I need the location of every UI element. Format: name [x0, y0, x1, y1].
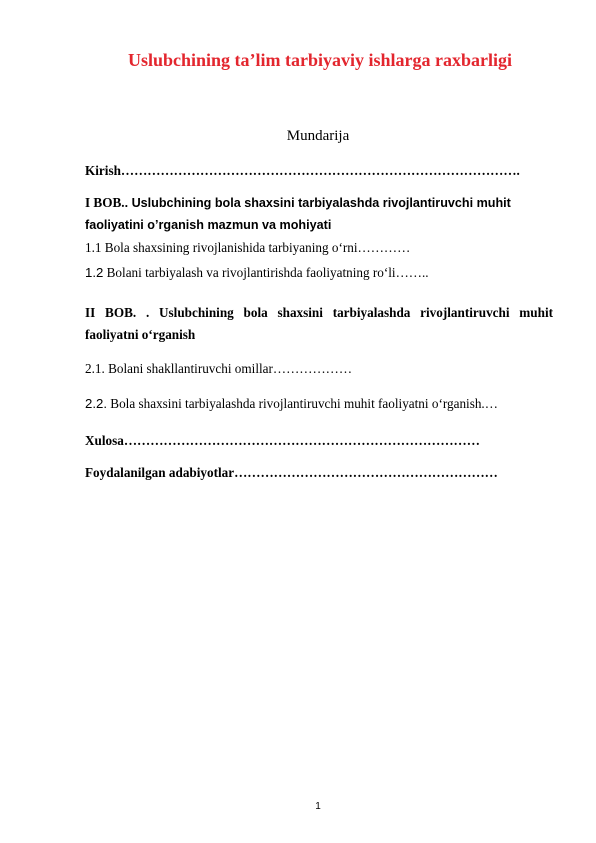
- toc-entry-2-2-text: Bola shaxsini tarbiyalashda rivojlantiruvchi muhit faoliyatni o‘rganish.…: [107, 396, 498, 411]
- toc-entry-1-1[interactable]: 1.1 Bola shaxsining rivojlanishida tarbiyaning o‘rni…………: [85, 240, 411, 255]
- toc-entry-bob1-prefix: I BOB.: [85, 195, 125, 210]
- toc-entry-bob2[interactable]: II BOB. . Uslubchining bola shaxsini tarbiyalashda rivojlantiruvchi muhit faoliyatni o‘rganish: [85, 305, 553, 342]
- toc-heading: Mundarija: [286, 128, 350, 144]
- toc-entry-adabiyotlar[interactable]: Foydalanilgan adabiyotlar……………………………………………………: [85, 465, 498, 480]
- toc-entry-2-1[interactable]: 2.1. Bolani shakllantiruvchi omillar………………: [85, 361, 353, 376]
- toc-entry-kirish[interactable]: Kirish……………………………………………………………………………….: [85, 163, 520, 178]
- toc-entry-2-2-number: 2.2.: [85, 396, 107, 411]
- toc-entry-1-2-number: 1.2: [85, 265, 104, 280]
- toc-entry-bob1[interactable]: [85, 192, 553, 236]
- toc-entry-bob1-title: . Uslubchining bola shaxsini tarbiyalashda rivojlantiruvchi muhit faoliyatini o’rganish mazmun va mohiyati: [85, 196, 511, 232]
- toc-entry-1-2-text: Bolani tarbiyalash va rivojlantirishda faoliyatning ro‘li……..: [103, 265, 429, 280]
- toc-entry-2-2[interactable]: [85, 393, 553, 415]
- toc-entry-xulosa[interactable]: Xulosa………………………………………………………………………: [85, 433, 480, 448]
- document-title: Uslubchining ta’lim tarbiyaviy ishlarga raxbarligi: [127, 50, 513, 70]
- page-number: 1: [315, 801, 321, 812]
- toc-entry-1-2[interactable]: [85, 262, 553, 284]
